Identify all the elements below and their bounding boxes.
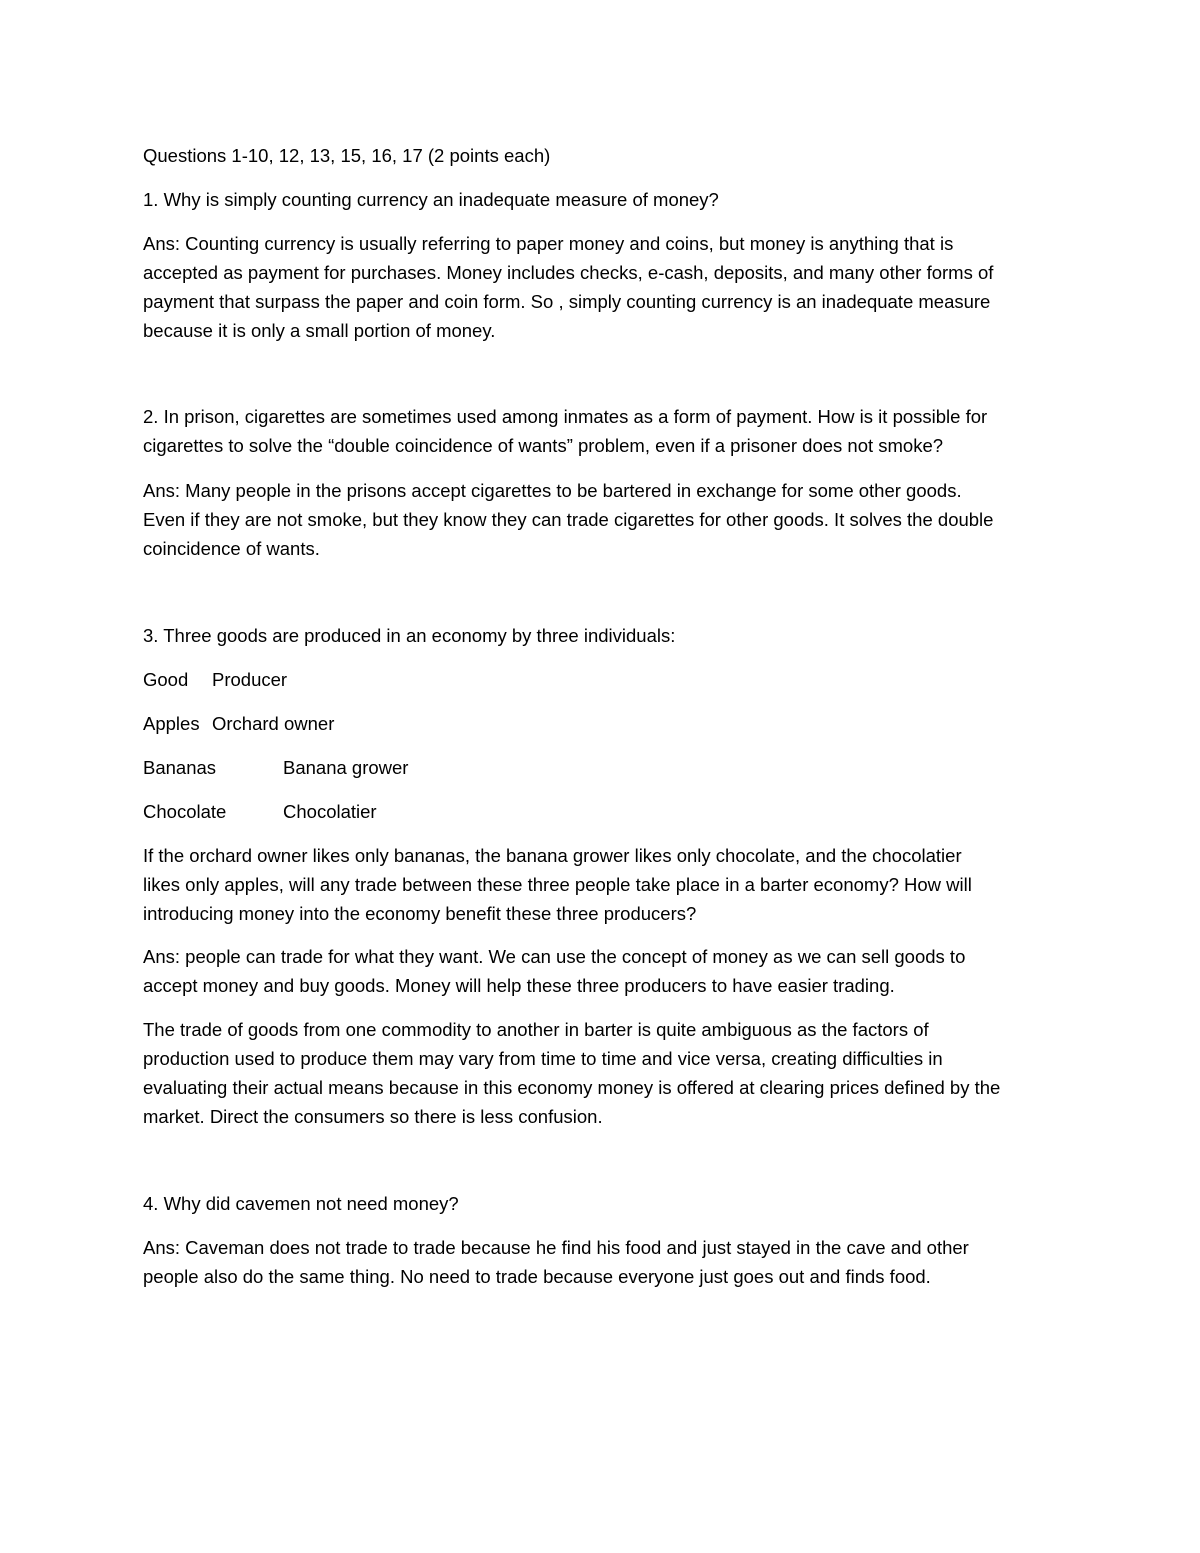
table-row-good: Chocolate [143, 801, 227, 822]
table-row-producer: Banana grower [283, 757, 409, 778]
q1-question: 1. Why is simply counting currency an inadequate measure of money? [143, 189, 719, 210]
q4-answer-line: Ans: Caveman does not trade to trade because he find his food and just stayed in the cave and other [143, 1237, 969, 1258]
q3-prompt-line: likes only apples, will any trade between these three people take place in a barter economy? How will [143, 874, 972, 895]
q1-answer-line: Ans: Counting currency is usually referring to paper money and coins, but money is anything that is [143, 233, 954, 254]
q2-answer-line: coincidence of wants. [143, 538, 320, 559]
table-header-producer: Producer [212, 669, 288, 690]
q3-extra-line: evaluating their actual means because in this economy money is offered at clearing prices defined by the [143, 1077, 1001, 1098]
q1-answer-line: payment that surpass the paper and coin form. So , simply counting currency is an inadequate measure [143, 291, 991, 312]
q1-answer-line: because it is only a small portion of money. [143, 320, 496, 341]
questions-header: Questions 1-10, 12, 13, 15, 16, 17 (2 points each) [143, 145, 551, 166]
table-row-producer: Orchard owner [212, 713, 335, 734]
q1-answer-line: accepted as payment for purchases. Money includes checks, e-cash, deposits, and many other forms of [143, 262, 994, 283]
q3-extra-line: market. Direct the consumers so there is less confusion. [143, 1106, 603, 1127]
q3-extra-line: production used to produce them may vary from time to time and vice versa, creating difficulties in [143, 1048, 943, 1069]
q3-prompt-line: introducing money into the economy benefit these three producers? [143, 903, 697, 924]
table-row-good: Apples [143, 713, 200, 734]
table-header-good: Good [143, 669, 189, 690]
q3-prompt-line: If the orchard owner likes only bananas, the banana grower likes only chocolate, and the chocolatier [143, 845, 962, 866]
table-row-good: Bananas [143, 757, 217, 778]
q3-answer-line: Ans: people can trade for what they want. We can use the concept of money as we can sell goods to [143, 946, 966, 967]
q4-question: 4. Why did cavemen not need money? [143, 1193, 459, 1214]
q3-answer-line: accept money and buy goods. Money will help these three producers to have easier trading. [143, 975, 895, 996]
q2-question-line: cigarettes to solve the “double coincidence of wants” problem, even if a prisoner does not smoke? [143, 435, 944, 456]
q2-question-line: 2. In prison, cigarettes are sometimes used among inmates as a form of payment. How is it possible for [143, 406, 988, 427]
q4-answer-line: people also do the same thing. No need to trade because everyone just goes out and finds food. [143, 1266, 931, 1287]
q2-answer-line: Even if they are not smoke, but they know they can trade cigarettes for other goods. It solves the double [143, 509, 994, 530]
q3-question: 3. Three goods are produced in an economy by three individuals: [143, 625, 676, 646]
table-row-producer: Chocolatier [283, 801, 377, 822]
q3-extra-line: The trade of goods from one commodity to another in barter is quite ambiguous as the factors of [143, 1019, 929, 1040]
q2-answer-line: Ans: Many people in the prisons accept cigarettes to be bartered in exchange for some other goods. [143, 480, 962, 501]
